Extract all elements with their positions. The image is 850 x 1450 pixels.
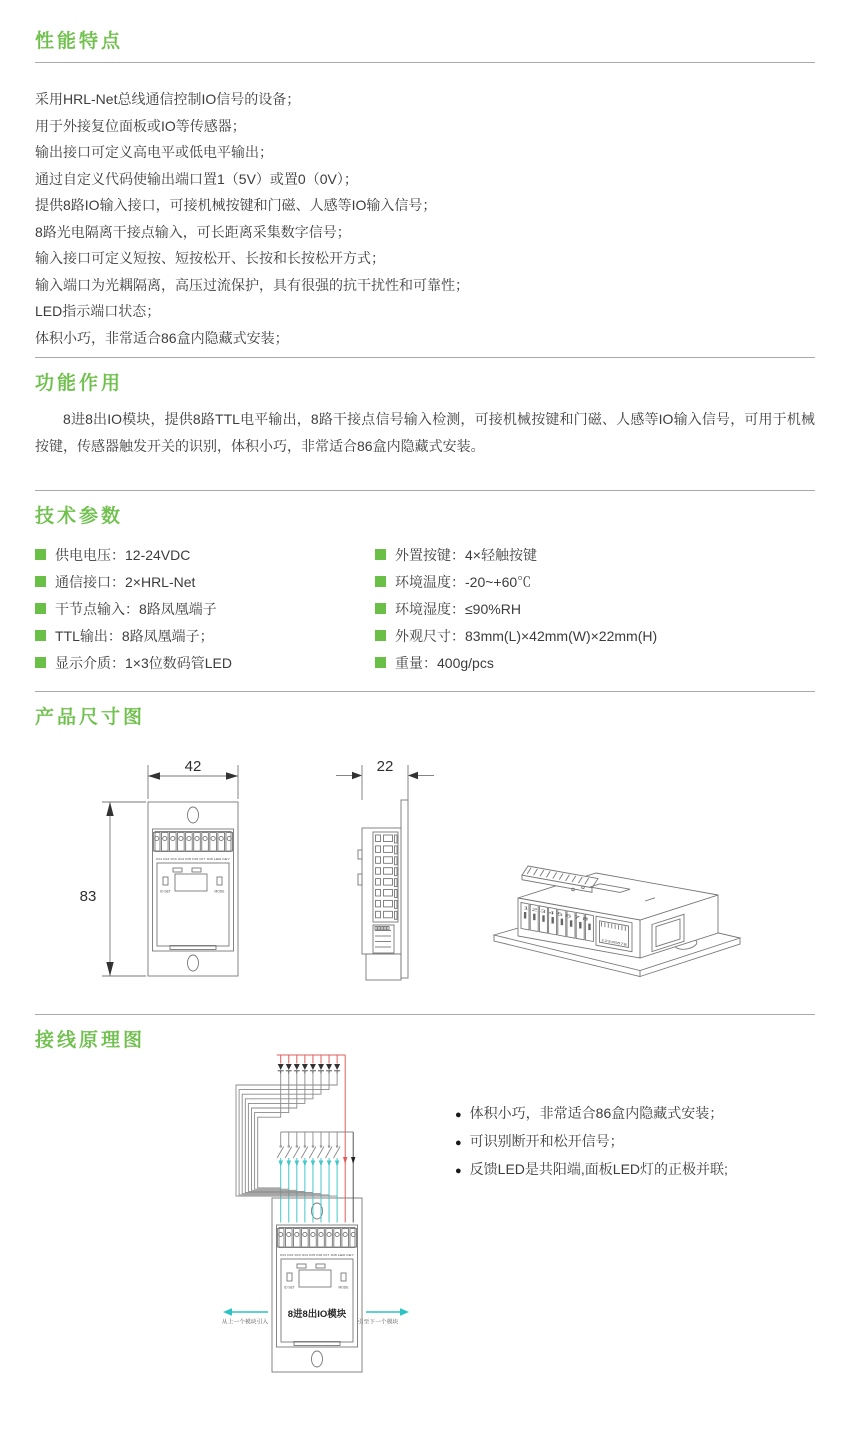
dim-width (148, 758, 238, 799)
spec-item (375, 541, 815, 568)
module-side-view (336, 758, 434, 980)
spec-item (375, 568, 815, 595)
spec-item (35, 595, 375, 622)
feature-item: 8路光电隔离干接点输入，可长距离采集数字信号； (35, 223, 351, 240)
spec-item (35, 622, 375, 649)
section-divider (35, 691, 815, 692)
channel-wires (236, 1055, 340, 1223)
feature-item: 采用HRL-Net总线通信控制IO信号的设备； (35, 91, 301, 107)
dim-height-label: 83 (79, 888, 97, 905)
note-text: 体积小巧，非常适合86盒内隐藏式安装； (469, 1105, 724, 1121)
feature-item: 通过自定义代码使输出端口置1（5V）或置0（0V）； (35, 170, 358, 187)
wiring-note-item (455, 1128, 825, 1156)
spec-grid (35, 541, 815, 676)
feature-item: LED指示端口状态； (35, 303, 161, 319)
wiring-note-item (455, 1100, 825, 1128)
wiring-note-item (455, 1156, 825, 1184)
product-dimension-diagram (35, 745, 815, 1007)
next-module-arrow (358, 1308, 409, 1325)
spec-text: 环境温度：-20~+60℃ (395, 573, 532, 590)
section-title-dimensions: 产品尺寸图 (35, 707, 146, 728)
spec-text: 环境湿度：≤90%RH (395, 600, 521, 617)
bullet-dot-icon: ● (455, 1109, 462, 1121)
iso-terminal-numbers: 1 2 3 4 5 6 7 8 (522, 905, 551, 915)
spec-text: 干节点输入：8路凤凰端子 (55, 600, 217, 617)
spec-item (35, 541, 375, 568)
bullet-dot-icon: ● (455, 1137, 462, 1149)
feature-list (35, 86, 815, 351)
bullet-square-icon (375, 603, 386, 614)
spec-text: 外置按键：4×轻触按键 (395, 546, 537, 563)
next-module-label: 引至下一个模块 (357, 1319, 399, 1326)
wiring-module-front-view (272, 1198, 362, 1372)
bullet-square-icon (35, 603, 46, 614)
bullet-square-icon (375, 576, 386, 587)
spec-item (35, 649, 375, 676)
module-iso-view (494, 866, 740, 977)
bullet-dot-icon: ● (455, 1165, 462, 1177)
bullet-square-icon (375, 657, 386, 668)
bullet-square-icon (375, 549, 386, 560)
wiring-notes (455, 1100, 825, 1184)
spec-text: TTL输出：8路凤凰端子； (55, 627, 214, 644)
function-paragraph: 8进8出IO模块，提供8路TTL电平输出，8路干接点信号输入检测，可接机械按键和门磁、人感等IO输入信号，可用于机械按键，传感器触发开关的识别，体积小巧，非常适合86盒内隐藏式安装。 (35, 411, 815, 454)
spec-text: 供电电压：12-24VDC (55, 546, 191, 563)
bullet-square-icon (35, 630, 46, 641)
spec-text: 重量：400g/pcs (395, 654, 494, 671)
prev-module-arrow (222, 1308, 269, 1325)
section-divider (35, 490, 815, 491)
spec-item (375, 622, 815, 649)
section-divider (35, 357, 815, 358)
bullet-square-icon (35, 657, 46, 668)
dim-depth-label: 22 (376, 758, 394, 775)
bullet-square-icon (375, 630, 386, 641)
section-title-wiring: 接线原理图 (35, 1030, 146, 1051)
rj45-port-label: 12345678 (600, 938, 616, 945)
note-text: 可识别断开和松开信号； (469, 1133, 624, 1149)
section-title-specs: 技术参数 (35, 506, 124, 527)
prev-module-label: 从上一个模块引入 (221, 1319, 269, 1326)
spec-text: 显示介质：1×3位数码管LED (55, 654, 232, 671)
bullet-square-icon (35, 576, 46, 587)
spec-text: 通信接口：2×HRL-Net (55, 573, 196, 590)
spec-item (375, 649, 815, 676)
feature-item: 输入端口为光耦隔离，高压过流保护，具有很强的抗干扰性和可靠性； (35, 276, 469, 293)
spec-text: 外观尺寸：83mm(L)×42mm(W)×22mm(H) (395, 627, 658, 644)
dim-width-label: 42 (184, 758, 202, 775)
feature-item: 输出接口可定义高电平或低电平输出； (35, 144, 273, 160)
note-text: 反馈LED是共阳端,面板LED灯的正极并联; (469, 1161, 728, 1177)
spec-item (375, 595, 815, 622)
feature-item: 体积小巧，非常适合86盒内隐藏式安装； (35, 329, 289, 346)
feature-item: 提供8路IO输入接口，可接机械按键和门磁、人感等IO输入信号； (35, 197, 437, 213)
section-title-features: 性能特点 (35, 31, 124, 52)
section-title-function: 功能作用 (35, 373, 124, 394)
feature-item: 用于外接复位面板或IO等传感器； (35, 117, 246, 134)
spec-item (35, 568, 375, 595)
section-divider (35, 1014, 815, 1015)
dim-height (80, 802, 146, 976)
section-divider (35, 62, 815, 63)
bullet-square-icon (35, 549, 46, 560)
feature-item: 输入接口可定义短按、短按松开、长按和长按松开方式； (35, 250, 385, 266)
wiring-module-label: 8进8出IO模块 (287, 1309, 347, 1320)
